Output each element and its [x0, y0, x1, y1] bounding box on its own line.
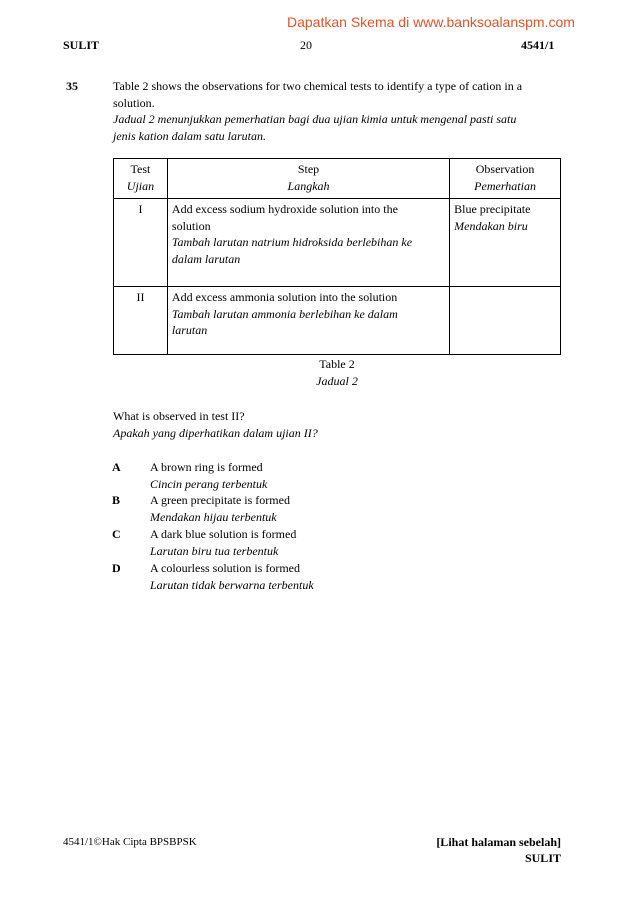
step-my-line: Tambah larutan natrium hidroksida berlebihan ke — [171, 235, 413, 249]
footer-next-page: [Lihat halaman sebelah] — [436, 835, 561, 849]
option-text — [150, 560, 314, 593]
option-text — [150, 459, 267, 492]
header-test-en: Test — [130, 162, 151, 176]
test-cell: I — [114, 199, 168, 287]
header-step-en: Step — [297, 162, 320, 176]
question-prompt — [113, 408, 318, 441]
option-letter: A — [112, 460, 121, 474]
step-my-line: dalam larutan — [171, 251, 241, 266]
page-number: 20 — [300, 38, 312, 52]
observation-cell-blank — [450, 287, 561, 355]
step-cell — [167, 199, 449, 287]
option-en: A colourless solution is formed — [150, 561, 300, 575]
step-cell — [167, 287, 449, 355]
question-number: 35 — [66, 79, 78, 93]
footer-classification: SULIT — [524, 851, 561, 865]
option-text — [150, 526, 296, 559]
stem-en-line-1: Table 2 shows the observations for two chemical tests to identify a type of cation in a — [113, 79, 523, 93]
option-en: A brown ring is formed — [150, 460, 263, 474]
step-my-line: Tambah larutan ammonia berlebihan ke dalam — [171, 306, 398, 321]
header-classification: SULIT — [63, 38, 100, 52]
prompt-my: Apakah yang diperhatikan dalam ujian II? — [113, 425, 318, 440]
table-caption — [113, 356, 561, 389]
table-header-row — [114, 159, 561, 199]
table-2 — [113, 158, 561, 355]
observation-en: Blue precipitate — [454, 202, 531, 216]
test-cell: II — [114, 287, 168, 355]
option-letter: B — [112, 493, 121, 507]
header-test-my: Ujian — [126, 178, 155, 193]
option-my: Larutan biru tua terbentuk — [150, 543, 279, 558]
header-step — [167, 159, 449, 199]
option-my: Mendakan hijau terbentuk — [150, 509, 277, 524]
footer-turn-page — [410, 834, 561, 866]
table-row — [114, 199, 561, 287]
header-step-my: Langkah — [287, 178, 330, 193]
question-stem — [113, 78, 522, 144]
header-paper-code: 4541/1 — [521, 38, 555, 52]
header-observation-en: Observation — [475, 162, 535, 176]
header-observation — [450, 159, 561, 199]
step-my-line: larutan — [171, 323, 208, 337]
caption-my: Jadual 2 — [316, 373, 358, 388]
option-my: Larutan tidak berwarna terbentuk — [150, 577, 314, 592]
stem-my-line-1: Jadual 2 menunjukkan pemerhatian bagi dua ujian kimia untuk mengenal pasti satu — [113, 112, 517, 126]
table-row — [114, 287, 561, 355]
option-letter: C — [112, 527, 121, 541]
step-en-line: solution — [171, 218, 211, 233]
stem-my-line-2: jenis kation dalam satu larutan. — [113, 128, 266, 143]
header-test — [114, 159, 168, 199]
option-en: A green precipitate is formed — [150, 493, 290, 507]
option-en: A dark blue solution is formed — [150, 527, 297, 541]
option-my: Cincin perang terbentuk — [150, 476, 268, 491]
stem-en-line-2: solution. — [113, 95, 155, 110]
caption-en: Table 2 — [319, 357, 355, 371]
step-en-line: Add excess ammonia solution into the solution — [171, 290, 398, 304]
observation-my: Mendakan biru — [454, 218, 528, 233]
observation-cell — [450, 199, 561, 287]
header-observation-my: Pemerhatian — [474, 178, 536, 193]
option-text — [150, 492, 290, 525]
prompt-en: What is observed in test II? — [113, 409, 245, 423]
watermark-text: Dapatkan Skema di www.banksoalanspm.com — [287, 14, 575, 30]
step-en-line: Add excess sodium hydroxide solution into the — [171, 202, 398, 216]
footer-copyright: 4541/1©Hak Cipta BPSBPSK — [63, 836, 197, 848]
option-letter: D — [112, 561, 121, 575]
